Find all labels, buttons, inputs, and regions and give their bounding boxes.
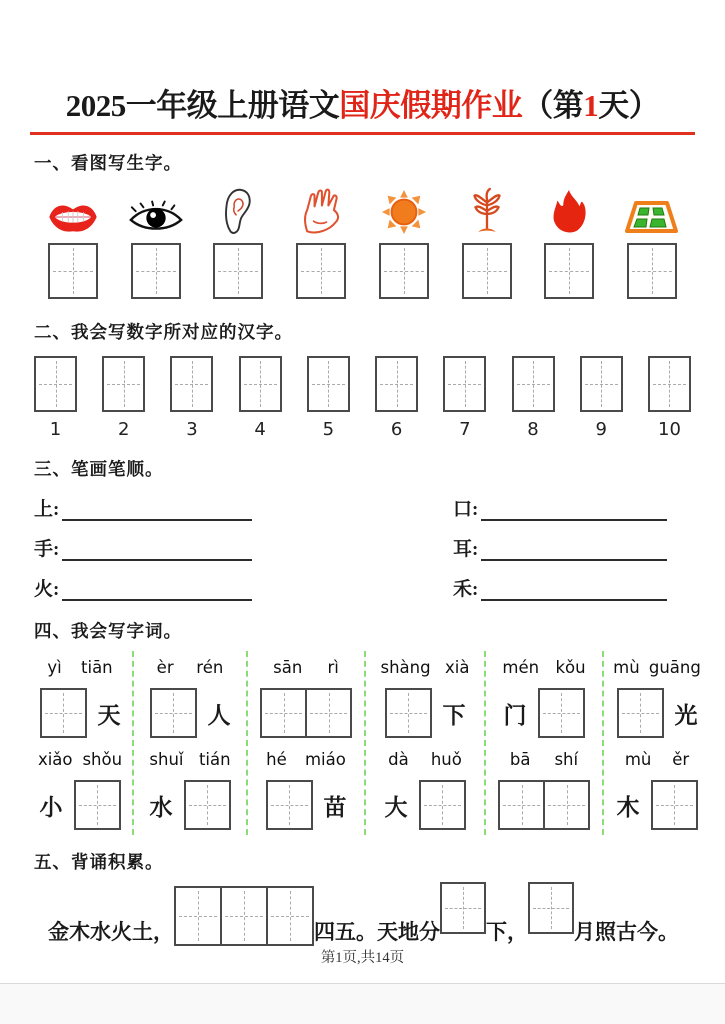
writing-grid-double <box>260 688 352 738</box>
section4-heading: 四、我会写字词。 <box>34 621 182 641</box>
answer-line <box>481 578 667 601</box>
writing-grid <box>651 780 698 830</box>
pinyin <box>134 743 246 775</box>
word-line <box>248 775 364 835</box>
word-line <box>486 775 602 835</box>
picture-row <box>36 187 689 299</box>
character-label: 口: <box>453 499 479 520</box>
number-item <box>648 356 691 440</box>
pinyin-syllable: tiān <box>81 657 113 677</box>
stroke-order-item <box>453 494 667 521</box>
pinyin-syllable: shuǐ <box>149 749 184 769</box>
pinyin-syllable: ěr <box>672 749 690 769</box>
character-label: 耳: <box>453 539 479 560</box>
rice-seedling-icon <box>468 187 506 235</box>
writing-grid <box>419 780 466 830</box>
writing-grid <box>40 688 87 738</box>
stroke-order-row <box>34 574 667 601</box>
pinyin-syllable: sān <box>273 657 303 677</box>
pinyin-syllable: tián <box>198 749 231 769</box>
writing-grid <box>544 243 594 299</box>
section3-heading: 三、笔画笔顺。 <box>34 459 164 479</box>
number-item <box>512 356 555 440</box>
number-item <box>443 356 486 440</box>
number-item <box>307 356 350 440</box>
word-line <box>604 775 710 835</box>
recitation-text: 下， <box>486 920 528 944</box>
writing-grid <box>102 356 145 412</box>
pinyin <box>604 743 710 775</box>
word-line <box>28 683 132 743</box>
pinyin <box>248 743 364 775</box>
page-title <box>30 80 695 135</box>
word-line <box>486 683 602 743</box>
number-item <box>102 356 145 440</box>
number-label: 7 <box>459 419 471 440</box>
hanzi: 人 <box>207 702 231 728</box>
pinyin-syllable: kǒu <box>555 657 586 677</box>
writing-grid <box>34 356 77 412</box>
pinyin-syllable: xiǎo <box>37 749 73 769</box>
word-column <box>366 651 486 835</box>
character-label: 上: <box>34 499 60 520</box>
pinyin-syllable: huǒ <box>430 749 462 769</box>
pinyin-syllable: bā <box>509 749 531 769</box>
picture-item-sun <box>367 187 441 299</box>
word-line <box>134 775 246 835</box>
answer-line <box>62 578 252 601</box>
word-column <box>604 651 710 835</box>
number-item <box>34 356 77 440</box>
page-number: 第1页,共14页 <box>320 950 405 966</box>
stroke-order-item <box>34 574 252 601</box>
number-label: 3 <box>186 419 198 440</box>
number-label: 9 <box>595 419 607 440</box>
number-item <box>239 356 282 440</box>
writing-grid <box>150 688 197 738</box>
title-part-black3: 天） <box>598 88 660 123</box>
hanzi: 天 <box>97 702 121 728</box>
title-part-black2: （第 <box>522 88 584 123</box>
answer-line <box>62 538 252 561</box>
word-line <box>366 683 484 743</box>
pinyin <box>366 651 484 683</box>
hanzi: 木 <box>616 794 640 820</box>
number-label: 6 <box>390 419 403 440</box>
recitation-text: 月照古今。 <box>574 920 679 944</box>
word-line <box>28 775 132 835</box>
writing-grid <box>131 243 181 299</box>
number-label: 5 <box>322 419 335 440</box>
stroke-order-item <box>34 494 252 521</box>
answer-line <box>481 538 667 561</box>
number-label: 4 <box>254 419 266 440</box>
writing-grid <box>48 243 98 299</box>
picture-item-field <box>615 187 689 299</box>
writing-grid-triple <box>174 886 314 946</box>
picture-item-mouth <box>36 187 110 299</box>
number-item <box>580 356 623 440</box>
hanzi: 下 <box>442 702 466 728</box>
pinyin-syllable: hé <box>266 749 287 769</box>
word-line <box>366 775 484 835</box>
pinyin <box>248 651 364 683</box>
word-line <box>604 683 710 743</box>
fire-icon <box>549 189 589 235</box>
word-column <box>28 651 134 835</box>
pinyin <box>604 651 710 683</box>
writing-grid <box>385 688 432 738</box>
picture-item-fire <box>532 187 606 299</box>
number-label: 2 <box>117 419 130 440</box>
picture-item-rice-seedling <box>450 187 524 299</box>
writing-grid <box>462 243 512 299</box>
writing-grid <box>74 780 121 830</box>
writing-grid <box>375 356 418 412</box>
writing-grid <box>266 780 313 830</box>
writing-grid <box>648 356 691 412</box>
writing-grid <box>379 243 429 299</box>
writing-grid <box>170 356 213 412</box>
pinyin <box>134 651 246 683</box>
stroke-order-item <box>453 574 667 601</box>
stroke-order-row <box>34 534 667 561</box>
picture-item-hand <box>284 187 358 299</box>
writing-grid <box>307 356 350 412</box>
number-item <box>170 356 213 440</box>
title-part-red: 国庆假期作业 <box>339 88 523 123</box>
writing-grid <box>617 688 664 738</box>
hanzi: 大 <box>384 794 408 820</box>
word-writing-table <box>28 651 725 835</box>
title-day-number: 1 <box>583 88 599 123</box>
word-line <box>248 683 364 743</box>
hand-icon <box>299 187 343 235</box>
pinyin <box>486 651 602 683</box>
writing-grid <box>296 243 346 299</box>
character-label: 火: <box>34 579 60 600</box>
recitation-line <box>48 882 725 946</box>
pinyin <box>366 743 484 775</box>
answer-line <box>62 498 252 521</box>
word-column <box>486 651 604 835</box>
pinyin-syllable: mén <box>502 657 540 677</box>
ear-icon <box>221 187 255 235</box>
writing-grid <box>512 356 555 412</box>
hanzi: 门 <box>503 702 527 728</box>
recitation-text: 四五。天地分 <box>314 920 440 944</box>
writing-grid-double <box>498 780 590 830</box>
writing-grid <box>239 356 282 412</box>
writing-grid <box>213 243 263 299</box>
stroke-order-item <box>34 534 252 561</box>
character-label: 禾: <box>453 579 479 600</box>
pinyin-syllable: xià <box>445 657 470 677</box>
writing-grid <box>538 688 585 738</box>
title-part-black: 2025一年级上册语文 <box>65 88 340 123</box>
hanzi: 水 <box>149 794 173 820</box>
recitation-text: 金木水火土， <box>48 920 174 944</box>
picture-item-eye <box>119 187 193 299</box>
writing-grid <box>627 243 677 299</box>
pinyin-syllable: rì <box>327 657 339 677</box>
word-column <box>134 651 248 835</box>
stroke-order-item <box>453 534 667 561</box>
writing-grid <box>528 882 574 934</box>
hanzi: 苗 <box>323 794 347 820</box>
number-grid-row <box>34 356 691 440</box>
number-label: 8 <box>527 419 539 440</box>
section1-heading: 一、看图写生字。 <box>34 153 182 173</box>
pinyin-syllable: èr <box>156 657 174 677</box>
hanzi: 小 <box>39 794 63 820</box>
page-bottom-edge <box>0 983 725 1024</box>
field-icon <box>625 199 679 235</box>
picture-item-ear <box>201 187 275 299</box>
pinyin-syllable: dà <box>388 749 409 769</box>
word-line <box>134 683 246 743</box>
writing-grid <box>184 780 231 830</box>
pinyin <box>28 651 132 683</box>
pinyin-syllable: miáo <box>304 749 346 769</box>
hanzi: 光 <box>674 702 698 728</box>
sun-icon <box>381 189 427 235</box>
number-label: 1 <box>49 419 62 440</box>
pinyin-syllable: shǒu <box>82 749 123 769</box>
pinyin-syllable: shí <box>554 749 579 769</box>
pinyin-syllable: guāng <box>648 657 701 677</box>
writing-grid <box>580 356 623 412</box>
eye-icon <box>127 199 185 235</box>
answer-line <box>481 498 667 521</box>
section5-heading: 五、背诵积累。 <box>34 852 164 872</box>
pinyin-syllable: yì <box>47 657 62 677</box>
word-column <box>248 651 366 835</box>
pinyin-syllable: rén <box>196 657 224 677</box>
pinyin-syllable: mù <box>613 657 640 677</box>
pinyin-syllable: mù <box>624 749 652 769</box>
pinyin <box>28 743 132 775</box>
pinyin-syllable: shàng <box>380 657 431 677</box>
writing-grid <box>440 882 486 934</box>
number-label: 10 <box>658 419 681 440</box>
pinyin <box>486 743 602 775</box>
stroke-order-row <box>34 494 667 521</box>
mouth-icon <box>46 199 100 235</box>
writing-grid <box>443 356 486 412</box>
section2-heading: 二、我会写数字所对应的汉字。 <box>34 322 293 342</box>
number-item <box>375 356 418 440</box>
character-label: 手: <box>34 539 60 560</box>
